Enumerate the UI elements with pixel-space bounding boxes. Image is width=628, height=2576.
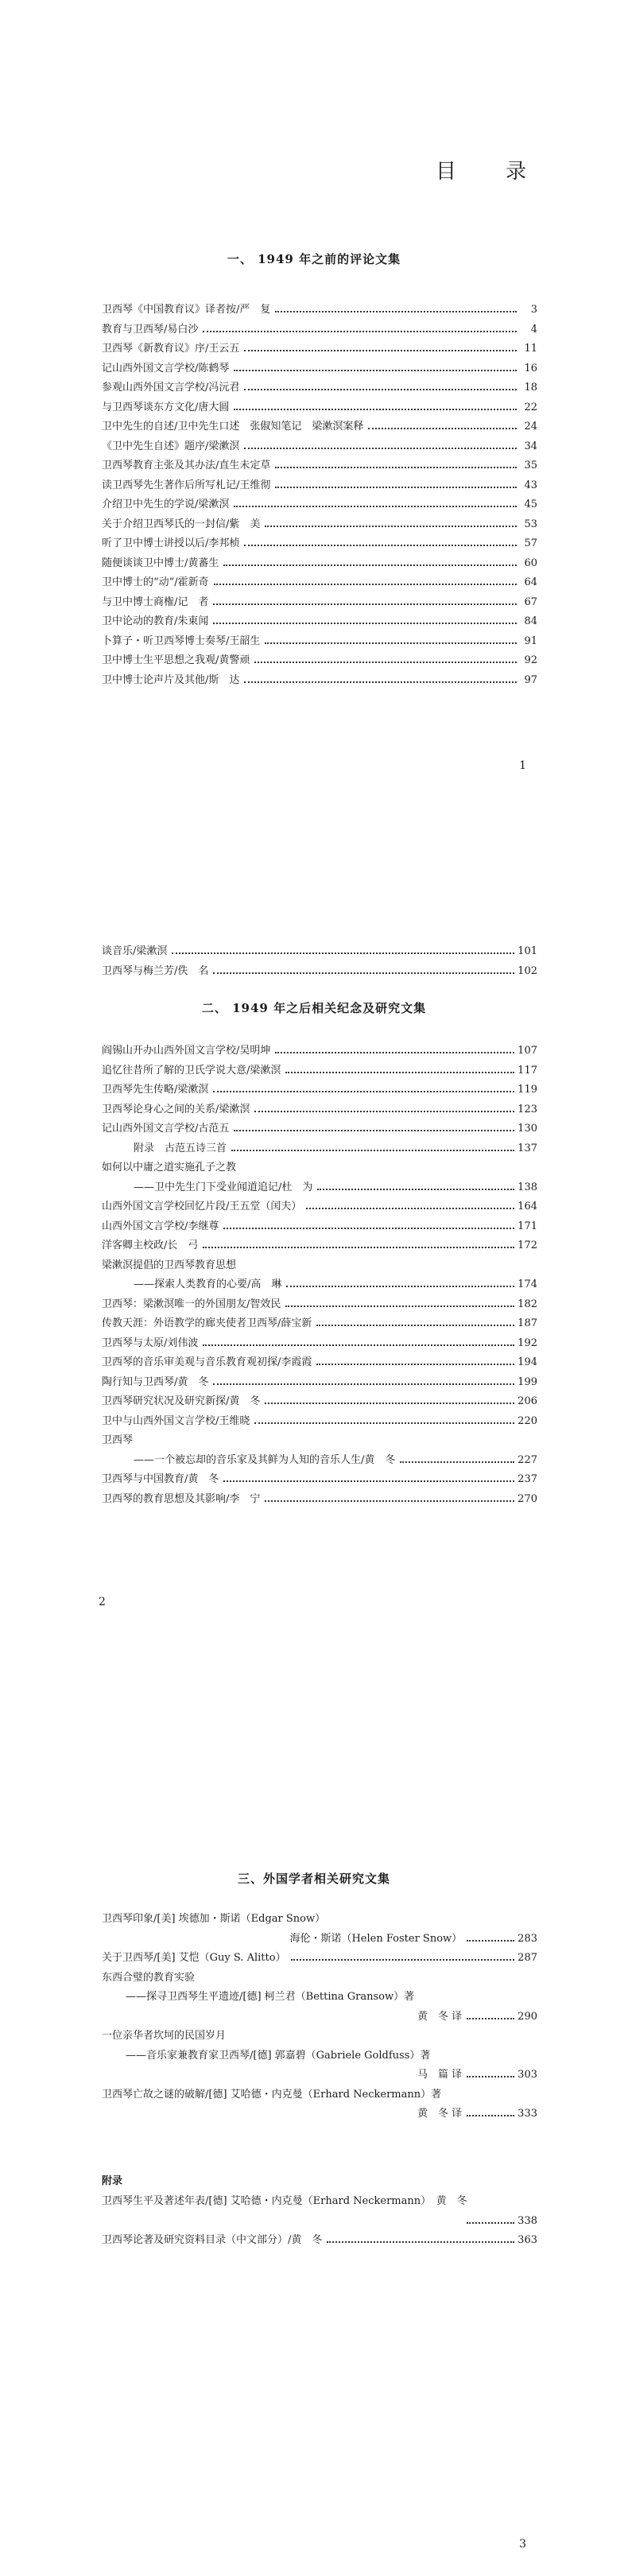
toc-entry-page: 43 [524,479,537,491]
toc-entry[interactable] [102,1353,537,1373]
toc-entry[interactable] [102,2085,537,2105]
toc-entry-title: 山西外国文言学校回忆片段/王五堂（闰夫） [102,1201,302,1212]
toc-leader-dots [467,1940,514,1942]
toc-entry-page: 101 [518,945,537,957]
toc-entry[interactable] [102,962,537,982]
toc-entry-page: 333 [518,2108,537,2120]
toc-leader-dots [275,1052,514,1053]
toc-entry-title: 马 篇 译 [417,2069,463,2081]
toc-entry-page: 171 [518,1220,537,1232]
toc-entry-title: ——探索人类教育的心要/高 琳 [134,1278,282,1290]
page-title: 目 录 [435,160,541,184]
toc-leader-dots [275,311,517,312]
toc-leader-dots [234,409,517,410]
toc-entry[interactable] [102,1042,537,1061]
toc-leader-dots [203,1247,514,1248]
toc-entry-title: 教育与卫西琴/易白沙 [102,323,199,336]
toc-entry-page: 53 [524,518,537,530]
toc-list-section-3 [102,1910,537,2124]
toc-entry[interactable] [102,632,537,652]
toc-entry[interactable] [102,612,537,632]
toc-entry-page: 182 [518,1298,537,1310]
toc-entry[interactable] [102,339,537,359]
toc-entry-page: 287 [518,1952,537,1964]
toc-leader-dots [223,1480,514,1482]
appendix-heading: 附录 [102,2175,123,2187]
toc-entry-page: 138 [518,1181,537,1193]
toc-entry-title: 传教天涯：外语教学的廊夹使者卫西琴/薛宝新 [102,1317,312,1329]
toc-entry-title: 卫中论动的教育/朱東闻 [102,615,209,627]
toc-entry[interactable] [102,593,537,613]
toc-entry-title: 卫西琴研究状况及研究新探/黄 冬 [102,1395,261,1407]
toc-entry-page: 57 [524,537,537,549]
toc-entry[interactable] [102,671,537,691]
toc-list-section-2 [102,1042,537,1509]
toc-entry-title: 谈音乐/梁漱溟 [102,945,168,957]
toc-leader-dots [203,1344,514,1346]
toc-entry-page: 16 [524,362,537,374]
toc-entry-title: 梁漱溟提倡的卫西琴教育思想 [102,1259,237,1271]
toc-entry-title: 卫中先生的自述/卫中先生口述 张俶知笔记 梁漱溟案释 [102,421,364,433]
toc-entry-title: 卫中博士生平思想之我观/黄警顽 [102,654,250,666]
toc-leader-dots [172,952,514,954]
toc-entry-page: 91 [524,634,537,647]
toc-leader-dots [317,1189,514,1190]
toc-entry-title: 卫西琴先生传略/梁漱溟 [102,1084,209,1096]
toc-entry[interactable] [102,1295,537,1315]
toc-entry[interactable] [102,1100,537,1120]
toc-leader-dots [467,2222,514,2224]
toc-entry[interactable] [102,378,537,398]
toc-entry[interactable] [102,2231,537,2251]
toc-entry-page: 137 [518,1142,537,1154]
toc-entry[interactable] [102,1314,537,1334]
toc-entry[interactable] [102,1470,537,1490]
toc-entry[interactable] [102,1119,537,1139]
toc-entry-page: 220 [518,1414,537,1427]
toc-entry-title: 黄 冬 译 [417,2010,463,2023]
toc-entry-page: 237 [518,1473,537,1485]
toc-leader-dots [327,2241,514,2243]
toc-entry-title: ——卫中先生门下受业闻道追记/杜 为 [134,1181,313,1193]
toc-entry[interactable] [102,1158,537,1178]
toc-entry-page: 11 [524,343,537,355]
toc-entry-page: 102 [518,964,537,977]
toc-entry-title: 《卫中先生自述》题序/梁漱溟 [102,440,240,452]
toc-entry-page: 123 [518,1103,537,1115]
toc-entry-page: 84 [524,615,537,627]
toc-entry-title: 卫西琴的教育思想及其影响/李 宁 [102,1492,261,1505]
toc-entry-title: 卫西琴印象/[美] 埃德加・斯诺（Edgar Snow） [102,1913,326,1925]
toc-entry-page: 227 [518,1453,537,1466]
toc-entry[interactable] [102,1490,537,1510]
toc-entry-title: 卫西琴的音乐审美观与音乐教育观初探/李霞霞 [102,1356,312,1368]
toc-leader-dots [285,1072,514,1073]
toc-leader-dots [231,1150,514,1151]
toc-leader-dots [275,467,517,468]
toc-entry-title: 卫西琴 [102,1434,134,1446]
section-heading-2: 二、 1949 年之后相关纪念及研究文集 [201,1001,427,1015]
toc-entry-title: 与卫中博士商権/记 者 [102,596,209,608]
toc-entry[interactable] [102,398,537,418]
toc-entry-page: 97 [524,673,537,686]
toc-entry-page: 34 [524,440,537,452]
toc-entry-page: 338 [518,2214,537,2227]
toc-entry[interactable] [102,1988,537,2008]
toc-leader-dots [265,1500,514,1502]
toc-leader-dots [244,448,517,449]
toc-leader-dots [254,1111,514,1112]
toc-entry[interactable] [102,359,537,379]
toc-leader-dots [244,681,517,683]
toc-leader-dots [467,2076,514,2077]
toc-entry-title: 卫西琴亡故之谜的破解/[德] 艾哈德・内克曼（Erhard Neckermann）著 [102,2088,442,2101]
toc-entry-page: 164 [518,1201,537,1212]
toc-entry[interactable] [102,476,537,496]
toc-entry-title: 关于卫西琴/[美] 艾恺（Guy S. Alitto） [102,1952,286,1964]
toc-entry[interactable] [102,1178,537,1198]
toc-entry[interactable] [102,1431,537,1451]
toc-entry-title: 读卫西琴先生著作后所写札记/王维彻 [102,479,271,491]
toc-entry[interactable] [102,1949,537,1969]
toc-entry[interactable] [102,437,537,457]
toc-entry[interactable] [102,573,537,593]
toc-leader-dots [244,545,517,546]
toc-entry-title: 黄 冬 译 [417,2108,463,2120]
toc-entry-page: 67 [524,596,537,608]
toc-entry[interactable] [102,1373,537,1393]
toc-entry-page: 119 [518,1084,537,1096]
toc-list-appendix [102,2192,537,2251]
toc-entry[interactable] [102,1334,537,1354]
toc-entry[interactable] [102,1392,537,1412]
toc-list-section-1 [102,301,537,690]
toc-leader-dots [234,1130,514,1131]
toc-entry[interactable] [102,515,537,535]
toc-leader-dots [265,642,517,644]
toc-entry-title: 卜算子・听卫西琴博士奏琴/王韶生 [102,634,261,647]
toc-leader-dots [244,350,517,351]
toc-entry-page: 172 [518,1240,537,1251]
toc-entry-page: 290 [518,2010,537,2023]
toc-entry[interactable] [102,1910,537,1930]
toc-entry-title: 卫西琴教育主张及其办法/直生未定草 [102,460,271,471]
toc-entry-page: 199 [518,1375,537,1388]
toc-entry-page: 4 [530,323,537,336]
toc-entry[interactable] [102,2105,537,2124]
toc-entry-title: 介绍卫中先生的学说/梁漱溟 [102,499,230,510]
toc-leader-dots [400,1461,514,1463]
toc-leader-dots [467,2018,514,2019]
toc-entry-title: 卫西琴与梅兰芳/佚 名 [102,964,209,977]
toc-entry-page: 117 [518,1064,537,1077]
toc-leader-dots [306,1208,514,1209]
toc-entry[interactable] [102,651,537,671]
toc-entry-title: 陶行知与卫西琴/黄 冬 [102,1375,209,1388]
toc-entry-page: 3 [530,304,537,316]
toc-leader-dots [254,1422,514,1424]
toc-leader-dots [467,2115,514,2116]
toc-entry-page: 107 [518,1045,537,1057]
toc-entry[interactable] [102,1969,537,1988]
toc-entry[interactable] [102,1217,537,1237]
toc-entry-page: 130 [518,1123,537,1135]
toc-leader-dots [265,526,517,527]
section-heading-1: 一、 1949 年之前的评论文集 [227,252,401,266]
toc-leader-dots [286,1286,514,1287]
page-number: 1 [519,759,526,772]
toc-entry-page: 60 [524,557,537,569]
toc-entry-title: 卫中博士论声片及其他/斯 达 [102,673,240,686]
toc-entry-title: 与卫西琴谈东方文化/唐大圆 [102,401,230,413]
toc-leader-dots [234,506,517,507]
toc-list-section-1-continued [102,942,537,981]
toc-entry-title: ——音乐家兼教育家卫西琴/[德] 郭嘉碧（Gabriele Goldfuss）著 [126,2049,431,2062]
toc-entry[interactable] [102,2066,537,2085]
toc-entry-page: 24 [524,421,537,433]
toc-entry[interactable] [102,942,537,962]
toc-entry-page: 206 [518,1395,537,1407]
toc-entry-title: 洋客卿主校政/长 弓 [102,1240,199,1251]
toc-entry-page: 187 [518,1317,537,1329]
toc-entry-title: 卫西琴《中国教育议》译者按/严 复 [102,304,271,316]
toc-entry[interactable] [102,554,537,574]
toc-entry-title: 随便谈谈卫中博士/黄蕃生 [102,557,219,569]
toc-entry-page: 270 [518,1492,537,1505]
toc-leader-dots [275,487,517,488]
toc-leader-dots [213,1383,514,1385]
toc-entry-page: 22 [524,401,537,413]
toc-entry[interactable] [102,1256,537,1276]
toc-entry-title: 卫西琴生平及著述年表/[德] 艾哈德・内克曼（Erhard Neckermann） 黄 冬 [102,2195,467,2207]
toc-entry[interactable] [102,417,537,437]
toc-leader-dots [213,603,517,605]
toc-page-2 [0,918,628,1713]
toc-page-1 [0,0,628,835]
toc-entry[interactable] [102,1061,537,1081]
toc-leader-dots [291,1959,515,1961]
toc-entry[interactable] [102,1139,537,1159]
toc-entry[interactable] [102,2027,537,2046]
toc-entry-title: 卫西琴与中国教育/黄 冬 [102,1473,219,1485]
toc-entry[interactable] [102,495,537,515]
page-number: 2 [99,1596,106,1608]
toc-entry-page: 194 [518,1356,537,1368]
toc-entry-title: 附录 古范五诗三首 [134,1142,227,1154]
section-heading-3: 三、外国学者相关研究文集 [237,1872,390,1886]
toc-entry-title: 参观山西外国文言学校/冯沅君 [102,382,240,394]
toc-leader-dots [265,1402,514,1404]
toc-entry[interactable] [102,2192,537,2212]
toc-leader-dots [213,1091,514,1092]
toc-entry-page: 92 [524,654,537,666]
toc-entry-title: 卫西琴与太原/刘伟波 [102,1336,199,1349]
toc-entry-title: 海伦・斯诺（Helen Foster Snow） [289,1932,463,1945]
toc-entry-title: 东西合璧的教育实验 [102,1971,196,1984]
toc-leader-dots [234,370,517,371]
toc-entry-title: 卫西琴：梁漱溟唯一的外国朋友/智效民 [102,1298,281,1310]
toc-leader-dots [316,1325,514,1326]
toc-entry-page: 283 [518,1932,537,1945]
toc-entry-title: 阎锡山开办山西外国文言学校/吴明坤 [102,1045,271,1057]
toc-leader-dots [213,623,517,624]
toc-entry-title: 山西外国文言学校/李继尊 [102,1220,219,1232]
toc-entry-title: 追忆往昔所了解的卫氏学说大意/梁漱溟 [102,1064,281,1077]
toc-entry[interactable] [102,1236,537,1256]
toc-entry[interactable] [102,1412,537,1432]
toc-entry-title: 一位亲华者坎坷的民国岁月 [102,2030,227,2042]
toc-leader-dots [244,389,517,390]
toc-entry-page: 174 [518,1278,537,1290]
toc-entry[interactable] [102,301,537,320]
toc-leader-dots [368,428,517,429]
toc-entry-page: 45 [524,499,537,510]
toc-entry-title: ——探寻卫西琴生平遗迹/[德] 柯兰君（Bettina Gransow）著 [126,1991,415,2003]
toc-entry[interactable] [102,1080,537,1100]
toc-entry[interactable] [102,456,537,476]
toc-entry[interactable] [102,2008,537,2027]
toc-entry-title: 卫中博士的“动”/霍新奇 [102,576,209,588]
toc-entry-page: 363 [518,2234,537,2246]
toc-entry-title: 听了卫中博士讲授以后/李邦桢 [102,537,240,549]
toc-entry-page: 64 [524,576,537,588]
toc-leader-dots [214,584,517,585]
toc-page-3 [0,1797,628,2576]
toc-entry-page: 303 [518,2069,537,2081]
toc-leader-dots [316,1364,514,1365]
toc-leader-dots [223,1228,514,1229]
toc-entry-title: 关于介绍卫西琴氏的一封信/紫 美 [102,518,261,530]
toc-entry-title: 如何以中庸之道实施孔子之教 [102,1162,237,1174]
toc-leader-dots [285,1305,514,1307]
toc-leader-dots [254,661,517,663]
toc-entry[interactable] [102,320,537,340]
toc-entry[interactable] [102,2212,537,2232]
toc-entry-title: 记山西外国文言学校/陈鹤琴 [102,362,230,374]
page-number: 3 [519,2538,526,2551]
toc-leader-dots [223,564,517,566]
toc-entry[interactable] [102,1451,537,1471]
toc-entry[interactable] [102,2046,537,2066]
toc-entry[interactable] [102,1930,537,1949]
toc-entry-page: 35 [524,460,537,471]
toc-entry[interactable] [102,1275,537,1295]
toc-entry[interactable] [102,1197,537,1217]
toc-entry-page: 18 [524,382,537,394]
toc-leader-dots [203,331,517,332]
toc-leader-dots [213,972,514,974]
toc-entry-title: 卫西琴《新教育议》序/王云五 [102,343,240,355]
toc-entry[interactable] [102,534,537,554]
toc-entry-title: 记山西外国文言学校/古范五 [102,1123,230,1135]
toc-entry-title: 卫西琴论身心之间的关系/梁漱溟 [102,1103,250,1115]
toc-entry-title: ——一个被忘却的音乐家及其鲜为人知的音乐人生/黄 冬 [134,1453,396,1466]
toc-entry-title: 卫中与山西外国文言学校/王维晓 [102,1414,250,1427]
toc-entry-title: 卫西琴论著及研究资料目录（中文部分）/黄 冬 [102,2234,323,2246]
toc-entry-page: 192 [518,1336,537,1349]
